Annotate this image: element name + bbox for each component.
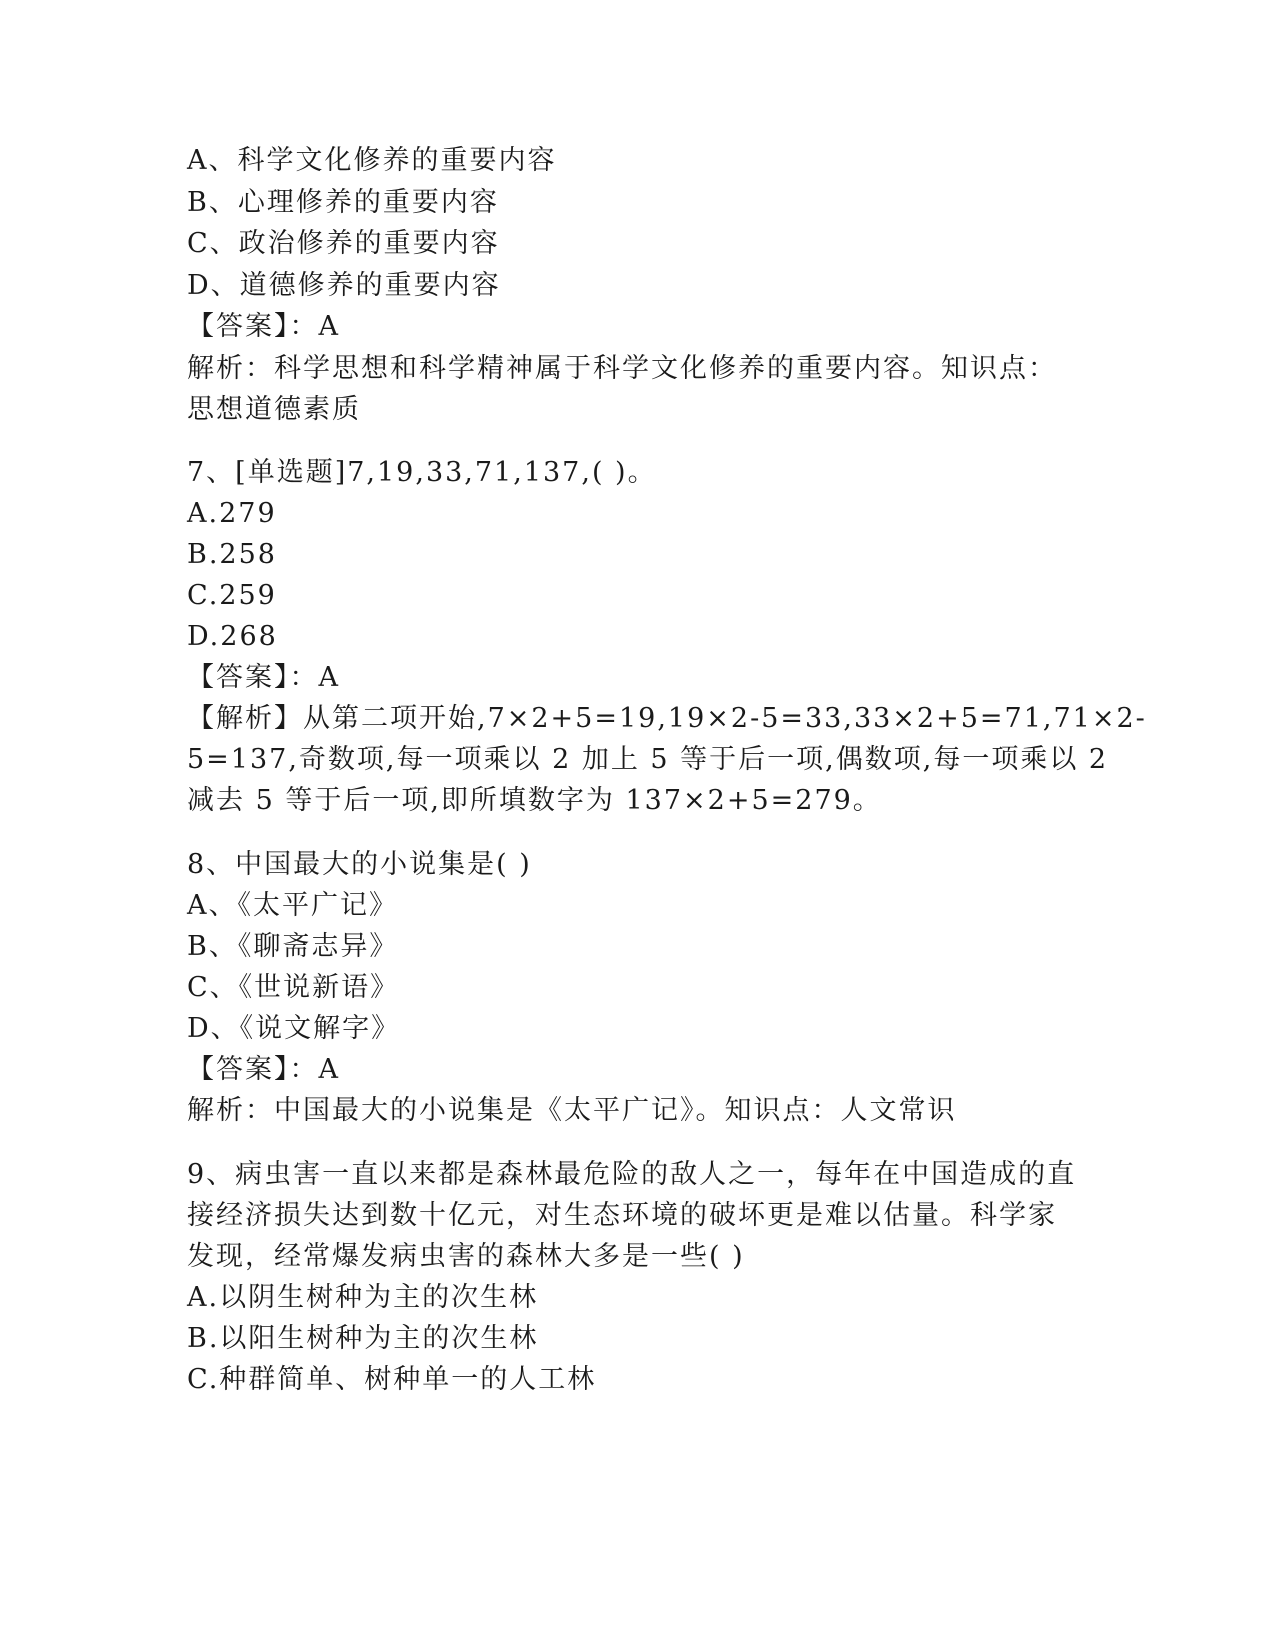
q8-answer: 【答案】：A: [187, 1054, 340, 1085]
q8-analysis-line-1: 解析：中国最大的小说集是《太平广记》。知识点：人文常识: [187, 1095, 957, 1126]
q8-option-c: C、《世说新语》: [187, 972, 400, 1003]
q6-option-c: C、政治修养的重要内容: [187, 228, 500, 259]
q8-stem: 8、中国最大的小说集是( ): [187, 849, 532, 880]
q6-analysis-line-2: 思想道德素质: [187, 394, 361, 425]
q7-option-b: B.258: [187, 539, 277, 570]
q8-option-a: A、《太平广记》: [187, 890, 398, 921]
q8-option-d: D、《说文解字》: [187, 1013, 401, 1044]
q9-option-a: A.以阴生树种为主的次生林: [187, 1282, 539, 1313]
q7-answer: 【答案】：A: [187, 662, 340, 693]
q6-option-d: D、道德修养的重要内容: [187, 270, 501, 301]
q7-analysis-line-1: 【解析】从第二项开始,7×2+5=19,19×2-5=33,33×2+5=71,71×2-: [187, 703, 1147, 734]
q7-option-c: C.259: [187, 580, 277, 611]
q9-stem-line-2: 接经济损失达到数十亿元，对生态环境的破坏更是难以估量。科学家: [187, 1200, 1057, 1231]
q6-analysis-line-1: 解析：科学思想和科学精神属于科学文化修养的重要内容。知识点：: [187, 353, 1057, 384]
q9-stem-line-3: 发现，经常爆发病虫害的森林大多是一些( ): [187, 1241, 745, 1272]
q6-answer: 【答案】：A: [187, 311, 340, 342]
q9-option-b: B.以阳生树种为主的次生林: [187, 1323, 539, 1354]
q6-option-b: B、心理修养的重要内容: [187, 187, 499, 218]
q7-option-a: A.279: [187, 498, 277, 529]
q9-stem-line-1: 9、病虫害一直以来都是森林最危险的敌人之一，每年在中国造成的直: [187, 1159, 1077, 1190]
q7-option-d: D.268: [187, 621, 278, 652]
q7-analysis-line-3: 减去 5 等于后一项,即所填数字为 137×2+5=279。: [187, 785, 882, 816]
q7-analysis-line-2: 5=137,奇数项,每一项乘以 2 加上 5 等于后一项,偶数项,每一项乘以 2: [187, 744, 1109, 775]
q6-option-a: A、科学文化修养的重要内容: [187, 145, 557, 176]
q8-option-b: B、《聊斋志异》: [187, 931, 399, 962]
q7-stem: 7、[单选题]7,19,33,71,137,( )。: [187, 457, 657, 488]
q9-option-c: C.种群简单、树种单一的人工林: [187, 1364, 597, 1395]
